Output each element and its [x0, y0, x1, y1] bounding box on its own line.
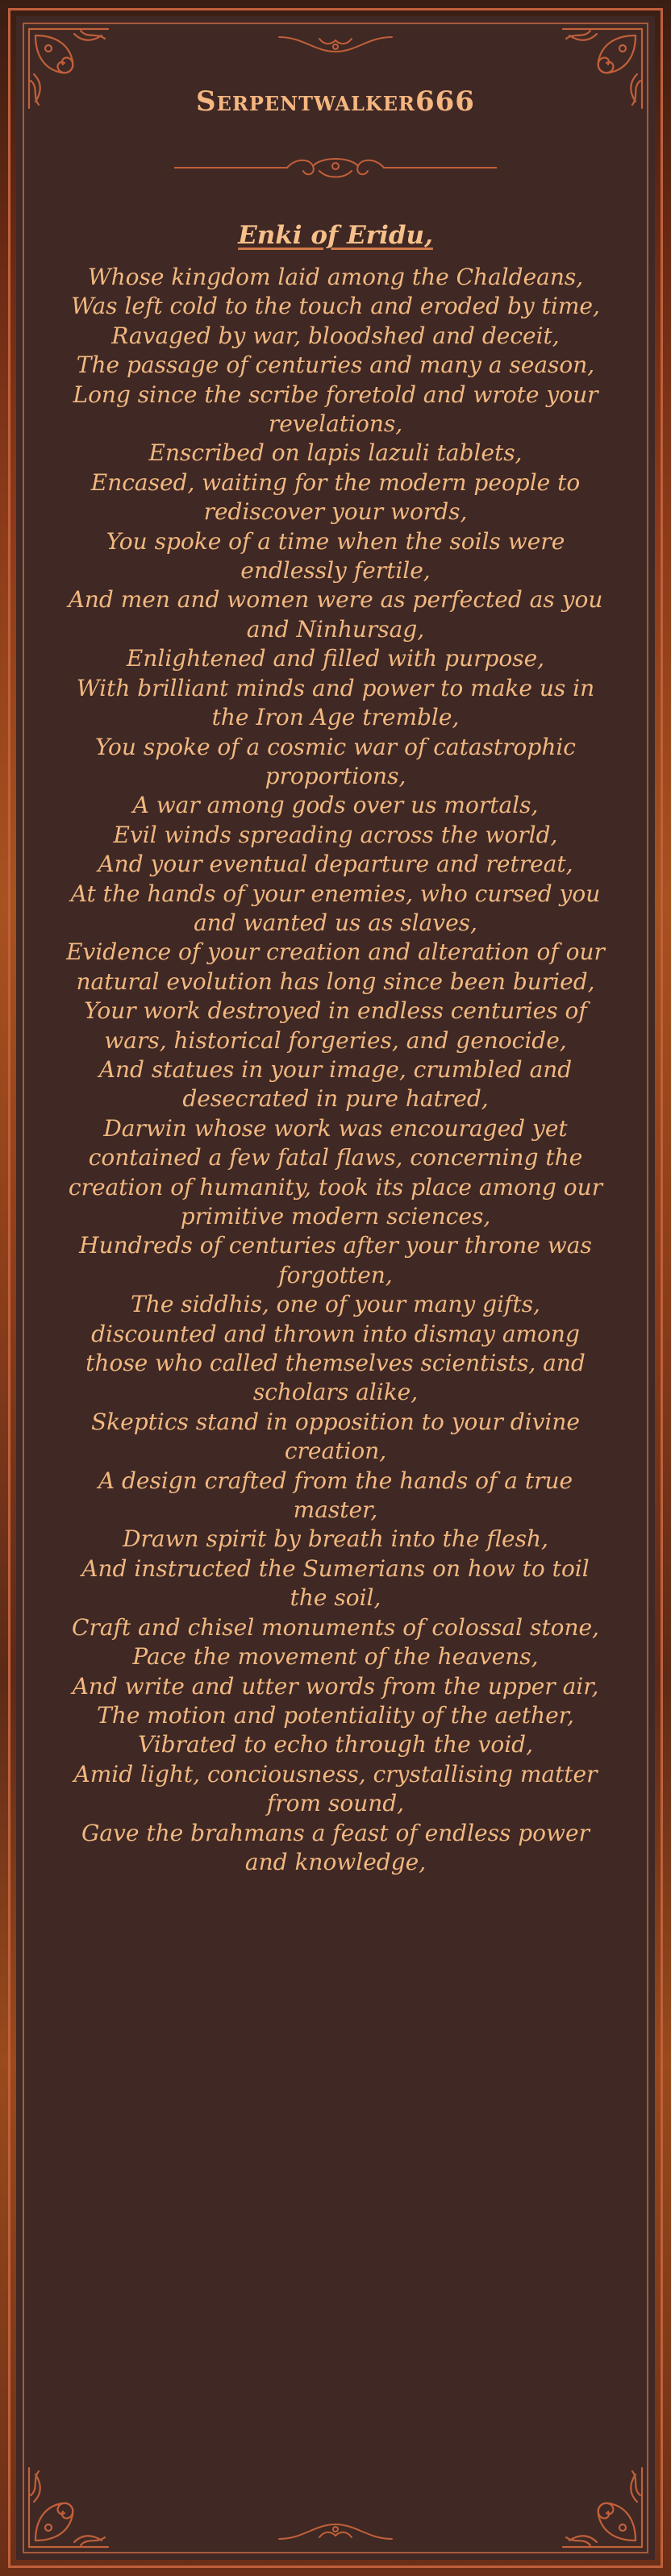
poem-lines: [65, 263, 606, 1877]
poem-line: Amid light, conciousness, crystallising matter from sound,: [73, 1760, 598, 1817]
divider-flourish-icon: [174, 153, 497, 182]
poem-line: Evil winds spreading across the world,: [113, 821, 558, 848]
poem-title: Enki of Eridu,: [238, 221, 433, 250]
poem-line: Ravaged by war, bloodshed and deceit,: [111, 322, 560, 349]
poem-line: Drawn spirit by breath into the flesh,: [123, 1525, 548, 1553]
poem-line: And instructed the Sumerians on how to toil the soil,: [81, 1554, 590, 1612]
poem-line: Was left cold to the touch and eroded by time,: [71, 293, 600, 320]
poem-line: The siddhis, one of your many gifts, discounted and thrown into dismay among those who called themselves scientists, and scholars alike,: [85, 1291, 586, 1406]
poem-line: Vibrated to echo through the void,: [137, 1731, 533, 1758]
poem-line: Long since the scribe foretold and wrote your revelations,: [73, 381, 598, 438]
poem-line: The motion and potentiality of the aether,: [97, 1701, 574, 1729]
poem-line: And your eventual departure and retreat,: [98, 851, 573, 878]
poem-line: Enscribed on lapis lazuli tablets,: [148, 439, 523, 467]
top-flourish-icon: [271, 31, 400, 58]
poem-line: And write and utter words from the upper air,: [72, 1672, 599, 1700]
poem-line: Whose kingdom laid among the Chaldeans,: [87, 264, 584, 290]
bottom-flourish-icon: [271, 2518, 400, 2545]
poem-line: You spoke of a cosmic war of catastrophic proportions,: [95, 733, 576, 789]
poem-card: [16, 16, 655, 2560]
poem-line: Encased, waiting for the modern people to rediscover your words,: [90, 468, 581, 526]
poem-line: Craft and chisel monuments of colossal stone,: [72, 1613, 599, 1641]
poem-line: The passage of centuries and many a season,: [76, 352, 595, 379]
poem-line: A war among gods over us mortals,: [132, 792, 539, 819]
poem-line: At the hands of your enemies, who cursed you and wanted us as slaves,: [70, 880, 601, 936]
author-name: Serpentwalker666: [196, 85, 475, 118]
poem-line: You spoke of a time when the soils were endlessly fertile,: [106, 527, 565, 585]
poem-line: And statues in your image, crumbled and desecrated in pure hatred,: [98, 1055, 573, 1113]
poem-line: With brilliant minds and power to make us in the Iron Age tremble,: [76, 674, 595, 731]
poem-body: [65, 219, 606, 1877]
poem-line: Gave the brahmans a feast of endless power and knowledge,: [81, 1819, 590, 1875]
poem-line: And men and women were as perfected as you and Ninhursag,: [68, 586, 603, 643]
poem-line: Pace the movement of the heavens,: [132, 1643, 539, 1671]
poem-line: Skeptics stand in opposition to your divine creation,: [90, 1408, 580, 1465]
poem-line: Evidence of your creation and alteration of our natural evolution has long since been buried,: [66, 938, 605, 995]
poem-line: Darwin whose work was encouraged yet contained a few fatal flaws, concerning the creation of humanity, took its place among our primitive modern sciences,: [68, 1114, 603, 1230]
poem-line: A design crafted from the hands of a true master,: [98, 1467, 573, 1524]
poem-line: Your work destroyed in endless centuries of wars, historical forgeries, and genocide,: [84, 997, 587, 1054]
poem-line: Enlightened and filled with purpose,: [126, 645, 545, 672]
corner-ornament-icon: [24, 2463, 113, 2552]
poem-line: Hundreds of centuries after your throne was forgotten,: [79, 1232, 592, 1288]
corner-ornament-icon: [558, 2463, 647, 2552]
